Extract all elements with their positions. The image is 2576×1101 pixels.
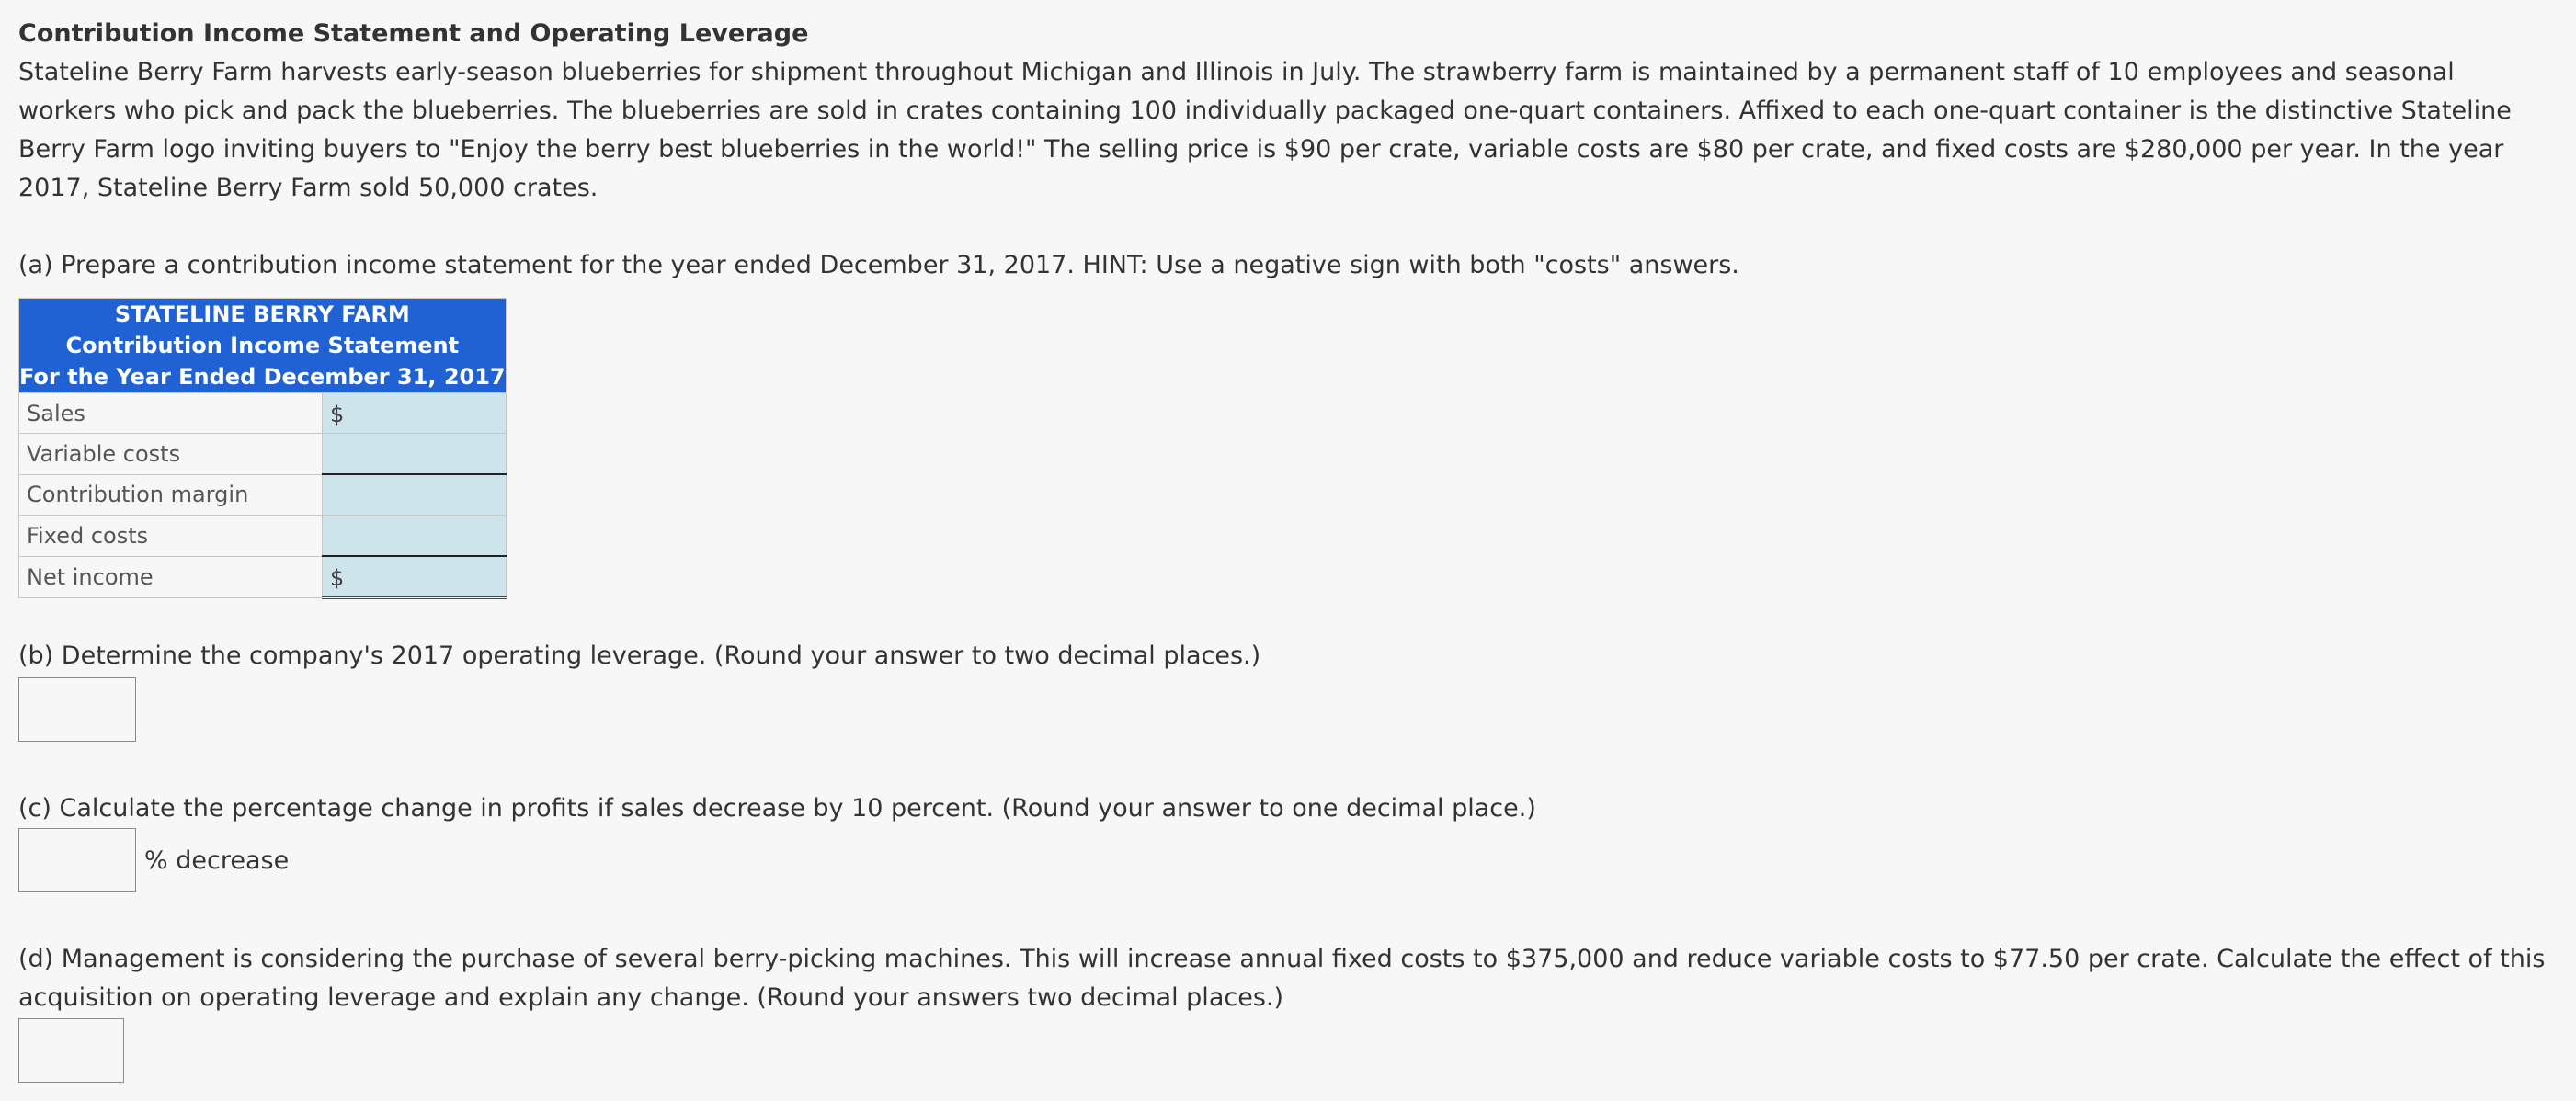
part-a-question: (a) Prepare a contribution income statement for the year ended December 31, 2017. HINT: Use a negative sign with both "costs" answers. bbox=[18, 251, 1739, 279]
net-income-cell bbox=[322, 556, 506, 598]
row-label: Net income bbox=[19, 556, 323, 598]
dollar-sign: $ bbox=[329, 565, 345, 591]
dollar-sign: $ bbox=[329, 402, 345, 427]
statement-header bbox=[19, 299, 507, 393]
contribution-income-statement bbox=[18, 298, 507, 599]
statement-row-variable-costs bbox=[19, 434, 507, 475]
operating-leverage-input[interactable] bbox=[18, 677, 136, 742]
row-label: Variable costs bbox=[19, 434, 323, 475]
part-d-question: (d) Management is considering the purchase of several berry-picking machines. This will increase annual fixed costs to $375,000 and reduce variable costs to $77.50 per crate. Calculate the effect of this acquisition on operating leverage and explain any change. (Round your answers two decimal places.) bbox=[18, 945, 2546, 1012]
row-label: Contribution margin bbox=[19, 474, 323, 516]
part-b-question: (b) Determine the company's 2017 operating leverage. (Round your answer to two decimal places.) bbox=[18, 641, 1261, 670]
variable-costs-input[interactable] bbox=[323, 434, 506, 473]
problem-title: Contribution Income Statement and Operating Leverage bbox=[18, 19, 809, 48]
new-operating-leverage-input[interactable] bbox=[18, 1018, 124, 1083]
statement-row-sales bbox=[19, 393, 507, 434]
sales-cell bbox=[322, 393, 506, 434]
statement-company-name: STATELINE BERRY FARM bbox=[114, 301, 410, 327]
statement-row-net-income bbox=[19, 556, 507, 598]
contribution-margin-cell bbox=[322, 474, 506, 516]
net-income-input[interactable] bbox=[323, 557, 506, 596]
statement-row-fixed-costs bbox=[19, 516, 507, 557]
statement-row-contribution-margin bbox=[19, 474, 507, 516]
percent-change-input[interactable] bbox=[18, 828, 136, 892]
problem-intro: Stateline Berry Farm harvests early-season blueberries for shipment throughout Michigan and Illinois in July. The strawberry farm is maintained by a permanent staff of 10 employees and seasonal workers who pick and pack the blueberries. The blueberries are sold in crates containing 100 individually packaged one-quart containers. Affixed to each one-quart container is the distinctive Stateline Berry Farm logo inviting buyers to "Enjoy the berry best blueberries in the world!" The selling price is $90 per crate, variable costs are $80 per crate, and fixed costs are $280,000 per year. In the year 2017, Stateline Berry Farm sold 50,000 crates. bbox=[18, 58, 2512, 202]
statement-period: For the Year Ended December 31, 2017 bbox=[19, 364, 506, 390]
row-label: Fixed costs bbox=[19, 516, 323, 557]
percent-decrease-label: % decrease bbox=[144, 846, 290, 875]
part-c-question: (c) Calculate the percentage change in profits if sales decrease by 10 percent. (Round your answer to one decimal place.) bbox=[18, 794, 1536, 823]
contribution-margin-input[interactable] bbox=[323, 475, 506, 515]
fixed-costs-cell bbox=[322, 516, 506, 557]
sales-input[interactable] bbox=[323, 393, 506, 433]
statement-title: Contribution Income Statement bbox=[65, 333, 460, 358]
variable-costs-cell bbox=[322, 434, 506, 475]
row-label: Sales bbox=[19, 393, 323, 434]
fixed-costs-input[interactable] bbox=[323, 516, 506, 555]
